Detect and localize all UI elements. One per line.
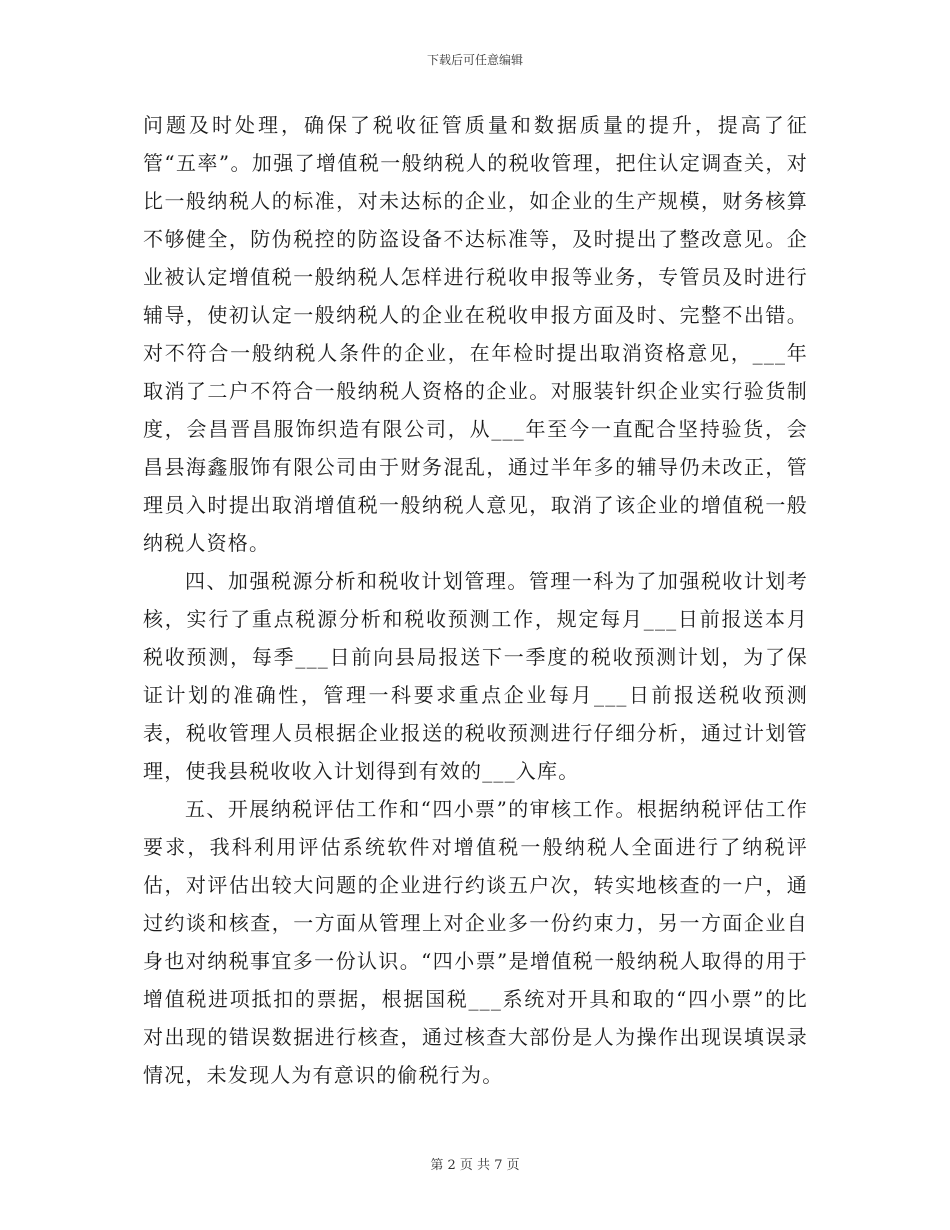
document-body <box>143 106 808 1094</box>
paragraph-section-four: 四、加强税源分析和税收计划管理。管理一科为了加强税收计划考核，实行了重点税源分析和税收预测工作，规定每月___日前报送本月税收预测，每季___日前向县局报送下一季度的税收预测计划，为了保证计划的准确性，管理一科要求重点企业每月___日前报送税收预测表，税收管理人员根据企业报送的税收预测进行仔细分析，通过计划管理，使我县税收收入计划得到有效的___入库。 <box>143 569 808 783</box>
paragraph-section-five: 五、开展纳税评估工作和“四小票”的审核工作。根据纳税评估工作要求，我科利用评估系统软件对增值税一般纳税人全面进行了纳税评估，对评估出较大问题的企业进行约谈五户次，转实地核查的一户，通过约谈和核查，一方面从管理上对企业多一份约束力，另一方面企业自身也对纳税事宜多一份认识。“四小票”是增值税一般纳税人取得的用于增值税进项抵扣的票据，根据国税___系统对开具和取的“四小票”的比对出现的错误数据进行核查，通过核查大部份是人为操作出现误填误录情况，未发现人为有意识的偷税行为。 <box>143 797 808 1087</box>
page-header: 下载后可任意编辑 <box>426 53 523 67</box>
paragraph-continuation: 问题及时处理，确保了税收征管质量和数据质量的提升，提高了征管“五率”。加强了增值税一般纳税人的税收管理，把住认定调查关，对比一般纳税人的标准，对未达标的企业，如企业的生产规模，财务核算不够健全，防伪税控的防盗设备不达标准等，及时提出了整改意见。企业被认定增值税一般纳税人怎样进行税收申报等业务，专管员及时进行辅导，使初认定一般纳税人的企业在税收申报方面及时、完整不出错。对不符合一般纳税人条件的企业，在年检时提出取消资格意见，___年取消了二户不符合一般纳税人资格的企业。对服装针织企业实行验货制度，会昌晋昌服饰织造有限公司，从___年至今一直配合坚持验货，会昌县海鑫服饰有限公司由于财务混乱，通过半年多的辅导仍未改正，管理员入时提出取消增值税一般纳税人意见，取消了该企业的增值税一般纳税人资格。 <box>143 113 808 555</box>
page-number: 第 2 页 共 7 页 <box>430 1158 520 1173</box>
